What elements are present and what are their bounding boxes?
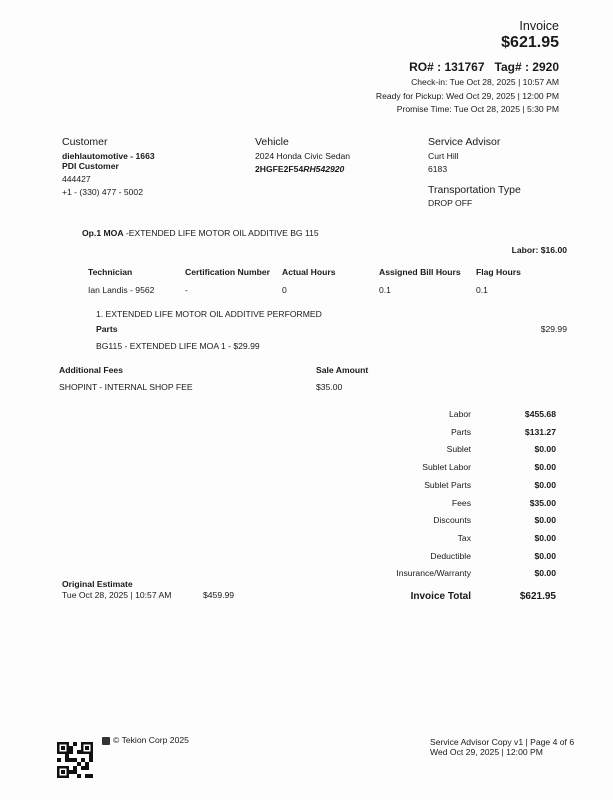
totals-value: $455.68 (524, 409, 556, 419)
checkin-time: Check-in: Tue Oct 28, 2025 | 10:57 AM (411, 77, 559, 87)
tag-number: Tag# : 2920 (494, 60, 559, 74)
operation-labor: Labor: $16.00 (511, 245, 567, 255)
fees-amount-title: Sale Amount (316, 365, 369, 375)
totals-value: $0.00 (534, 550, 556, 561)
advisor-title: Service Advisor (428, 136, 501, 148)
vin-prefix: 2HGFE2F54 (255, 164, 304, 174)
col-technician: Technician (88, 267, 133, 277)
operation-desc: -EXTENDED LIFE MOTOR OIL ADDITIVE BG 115 (123, 228, 319, 238)
invoice-amount: $621.95 (501, 34, 559, 51)
customer-line3: 444427 (62, 174, 91, 184)
totals-value: $35.00 (529, 497, 556, 508)
col-assigned-hours: Assigned Bill Hours (379, 267, 461, 277)
fees-title: Additional Fees (59, 365, 123, 375)
totals-value: $131.27 (524, 426, 556, 437)
estimate-date: Tue Oct 28, 2025 | 10:57 AM (62, 590, 172, 600)
ready-time: Ready for Pickup: Wed Oct 29, 2025 | 12:00 PM (375, 91, 559, 101)
cell-technician: Ian Landis - 9562 (88, 285, 155, 295)
cell-certification: - (185, 285, 188, 295)
totals-value: $0.00 (534, 462, 556, 473)
advisor-name: Curt Hill (428, 151, 459, 161)
ro-number: RO# : 131767 (409, 60, 485, 74)
totals-label: Deductible (430, 550, 471, 561)
ro-tag-line (409, 60, 559, 74)
totals-label: Fees (451, 497, 471, 508)
totals-value: $0.00 (534, 568, 556, 579)
col-certification: Certification Number (185, 267, 270, 277)
operation-note: 1. EXTENDED LIFE MOTOR OIL ADDITIVE PERFORMED (96, 309, 322, 319)
customer-line1: diehlautomotive - 1663 (62, 151, 155, 161)
totals-label: Sublet (446, 444, 471, 455)
totals-value: $0.00 (534, 479, 556, 490)
customer-line2: PDI Customer (62, 161, 119, 171)
customer-title: Customer (62, 136, 108, 148)
col-flag-hours: Flag Hours (476, 267, 521, 277)
estimate-title: Original Estimate (62, 579, 133, 589)
operation-line (82, 228, 319, 238)
transport-title: Transportation Type (428, 184, 521, 196)
totals-label: Sublet Parts (424, 479, 471, 490)
fee-item-amount: $35.00 (316, 382, 343, 392)
col-actual-hours: Actual Hours (282, 267, 336, 277)
tekion-logo-icon (102, 737, 110, 745)
vin-suffix: RH542920 (303, 164, 345, 174)
totals-label: Parts (450, 426, 471, 437)
cell-flag-hours: 0.1 (476, 285, 488, 295)
totals-label: Tax (457, 532, 471, 543)
promise-time: Promise Time: Tue Oct 28, 2025 | 5:30 PM (396, 104, 559, 114)
totals-value: $0.00 (534, 515, 556, 526)
vehicle-title: Vehicle (255, 136, 289, 148)
totals-label: Insurance/Warranty (396, 568, 471, 579)
parts-amount: $29.99 (540, 324, 567, 334)
qr-code-icon (57, 742, 93, 778)
totals-label: Labor (449, 409, 471, 419)
invoice-label: Invoice (519, 19, 559, 33)
vehicle-vin (255, 164, 344, 174)
fee-item: SHOPINT - INTERNAL SHOP FEE (59, 382, 193, 392)
footer-date: Wed Oct 29, 2025 | 12:00 PM (430, 747, 543, 757)
operation-code: Op.1 MOA (82, 228, 124, 238)
invoice-total-value: $621.95 (519, 591, 556, 602)
copyright: © Tekion Corp 2025 (113, 735, 189, 745)
cell-actual-hours: 0 (282, 285, 287, 295)
parts-label: Parts (96, 324, 118, 334)
totals-value: $0.00 (534, 444, 556, 455)
advisor-id: 6183 (428, 164, 448, 174)
invoice-total-label: Invoice Total (410, 591, 471, 602)
cell-assigned-hours: 0.1 (379, 285, 391, 295)
copy-page: Service Advisor Copy v1 | Page 4 of 6 (430, 737, 575, 747)
totals-label: Discounts (433, 515, 471, 526)
customer-phone: +1 - (330) 477 - 5002 (62, 187, 143, 197)
estimate-amount: $459.99 (203, 590, 235, 600)
vehicle-model: 2024 Honda Civic Sedan (255, 151, 351, 161)
part-line: BG115 - EXTENDED LIFE MOA 1 - $29.99 (96, 341, 260, 351)
totals-label: Sublet Labor (422, 462, 471, 473)
transport-value: DROP OFF (428, 198, 473, 208)
totals-value: $0.00 (534, 532, 556, 543)
